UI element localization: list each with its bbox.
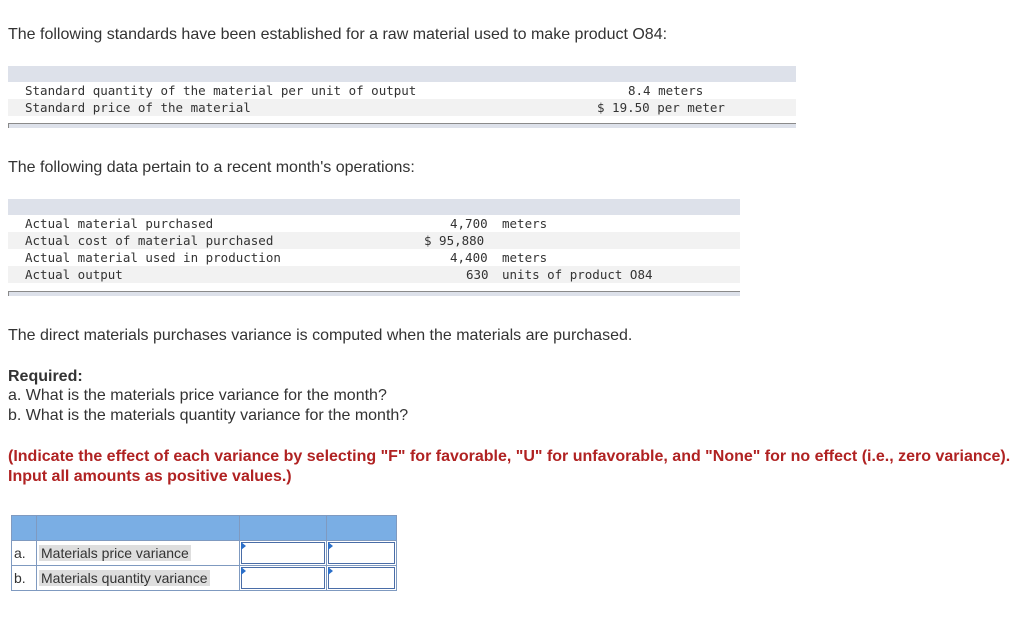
quantity-variance-amount-input[interactable] (240, 566, 327, 591)
quantity-variance-effect-select[interactable] (327, 566, 397, 591)
operations-amount: $ 95,880 (424, 233, 485, 248)
row-label-text: Materials quantity variance (41, 570, 208, 586)
operations-unit: units of product O84 (502, 267, 653, 282)
standards-value: 8.4 meters (628, 83, 704, 98)
operations-label: Actual cost of material purchased (25, 233, 274, 248)
variance-note: The direct materials purchases variance is computed when the materials are purchased. (8, 327, 633, 344)
required-title: Required: (8, 368, 83, 385)
table-row (8, 82, 796, 99)
operations-amount: 4,400 (450, 250, 488, 265)
table-row (8, 249, 740, 266)
select-box[interactable] (328, 542, 395, 564)
intro-text: The following standards have been established for a raw material used to make product O84: (8, 26, 668, 43)
standards-value: $ 19.50 per meter (597, 100, 725, 115)
standards-table-header (8, 66, 796, 82)
operations-unit: meters (502, 250, 548, 265)
input-marker-icon (241, 542, 246, 550)
header-cell (37, 516, 240, 541)
input-box[interactable] (241, 567, 325, 589)
table-row (12, 541, 397, 566)
row-letter: a. (12, 541, 37, 566)
operations-label: Actual material purchased (25, 216, 214, 231)
standards-table (8, 66, 796, 132)
answer-grid (11, 515, 397, 591)
table-row (8, 215, 740, 232)
operations-amount: 4,700 (450, 216, 488, 231)
required-b: b. What is the materials quantity variance for the month? (8, 407, 409, 424)
standards-table-footer (8, 123, 796, 128)
input-box[interactable] (241, 542, 325, 564)
table-row (8, 99, 796, 116)
operations-unit: meters (502, 216, 548, 231)
header-cell (12, 516, 37, 541)
standards-label: Standard quantity of the material per unit of output (25, 83, 417, 98)
table-row (8, 266, 740, 283)
table-row (12, 566, 397, 591)
operations-amount: 630 (466, 267, 489, 282)
price-variance-amount-input[interactable] (240, 541, 327, 566)
select-marker-icon (328, 567, 333, 575)
row-label-text: Materials price variance (41, 545, 189, 561)
header-cell (327, 516, 397, 541)
table-row (8, 232, 740, 249)
header-cell (240, 516, 327, 541)
operations-table-footer (8, 291, 740, 296)
select-box[interactable] (328, 567, 395, 589)
operations-intro: The following data pertain to a recent month's operations: (8, 159, 415, 176)
answer-grid-header (12, 516, 397, 541)
price-variance-effect-select[interactable] (327, 541, 397, 566)
operations-label: Actual material used in production (25, 250, 281, 265)
row-label (37, 566, 240, 591)
standards-label: Standard price of the material (25, 100, 251, 115)
row-letter: b. (12, 566, 37, 591)
row-label (37, 541, 240, 566)
required-a: a. What is the materials price variance for the month? (8, 387, 387, 404)
input-marker-icon (241, 567, 246, 575)
instruction-text: (Indicate the effect of each variance by selecting "F" for favorable, "U" for unfavorable, and "None" for no effect (i.e., zero variance). Input all amounts as positive values.) (8, 448, 1011, 485)
select-marker-icon (328, 542, 333, 550)
operations-table-header (8, 199, 740, 215)
operations-label: Actual output (25, 267, 123, 282)
operations-table (8, 199, 740, 301)
